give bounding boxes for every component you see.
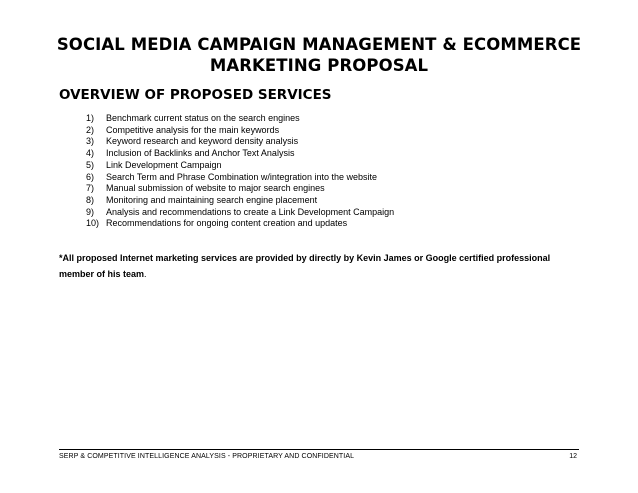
list-item-text: Link Development Campaign <box>106 159 222 170</box>
list-item-text: Benchmark current status on the search engines <box>106 113 300 123</box>
list-item <box>86 113 394 125</box>
list-item <box>86 218 394 230</box>
footnote-bold-text: *All proposed Internet marketing services are provided by directly by Kevin James or Google certified professional member of his team <box>59 253 551 279</box>
list-item-text: Search Term and Phrase Combination w/integration into the website <box>106 171 377 182</box>
list-item-text: Recommendations for ongoing content creation and updates <box>106 218 348 229</box>
list-item-text: Monitoring and maintaining search engine placement <box>106 194 318 205</box>
list-item-text: Manual submission of website to major search engines <box>106 183 325 194</box>
list-item <box>86 160 394 172</box>
list-item-number: 3) <box>86 136 95 147</box>
list-item-number: 10) <box>86 218 100 229</box>
list-item-text: Keyword research and keyword density analysis <box>106 136 299 147</box>
list-item <box>86 148 394 160</box>
list-item-number: 7) <box>86 183 95 194</box>
list-item-text: Inclusion of Backlinks and Anchor Text Analysis <box>106 148 295 159</box>
page-title <box>40 34 598 76</box>
list-item <box>86 207 394 219</box>
title-line-2: MARKETING PROPOSAL <box>209 56 429 75</box>
list-item-number: 6) <box>86 171 95 182</box>
services-list <box>86 113 394 230</box>
list-item-text: Competitive analysis for the main keywords <box>106 124 280 135</box>
page-number: 12 <box>569 453 577 460</box>
footer-divider <box>59 449 579 450</box>
list-item <box>86 183 394 195</box>
list-item <box>86 172 394 184</box>
list-item-number: 8) <box>86 194 95 205</box>
list-item-number: 5) <box>86 159 95 170</box>
footnote-end: . <box>144 269 147 279</box>
section-heading: OVERVIEW OF PROPOSED SERVICES <box>59 87 332 103</box>
list-item-text: Analysis and recommendations to create a Link Development Campaign <box>106 206 395 217</box>
footer-text: SERP & COMPETITIVE INTELLIGENCE ANALYSIS - PROPRIETARY AND CONFIDENTIAL <box>59 453 355 460</box>
list-item <box>86 136 394 148</box>
title-line-1: SOCIAL MEDIA CAMPAIGN MANAGEMENT & ECOMMERCE <box>56 35 582 54</box>
list-item <box>86 195 394 207</box>
list-item-number: 4) <box>86 148 95 159</box>
list-item-number: 2) <box>86 124 95 135</box>
footnote <box>59 250 579 282</box>
list-item-number: 1) <box>86 113 95 123</box>
list-item <box>86 125 394 137</box>
list-item-number: 9) <box>86 206 95 217</box>
